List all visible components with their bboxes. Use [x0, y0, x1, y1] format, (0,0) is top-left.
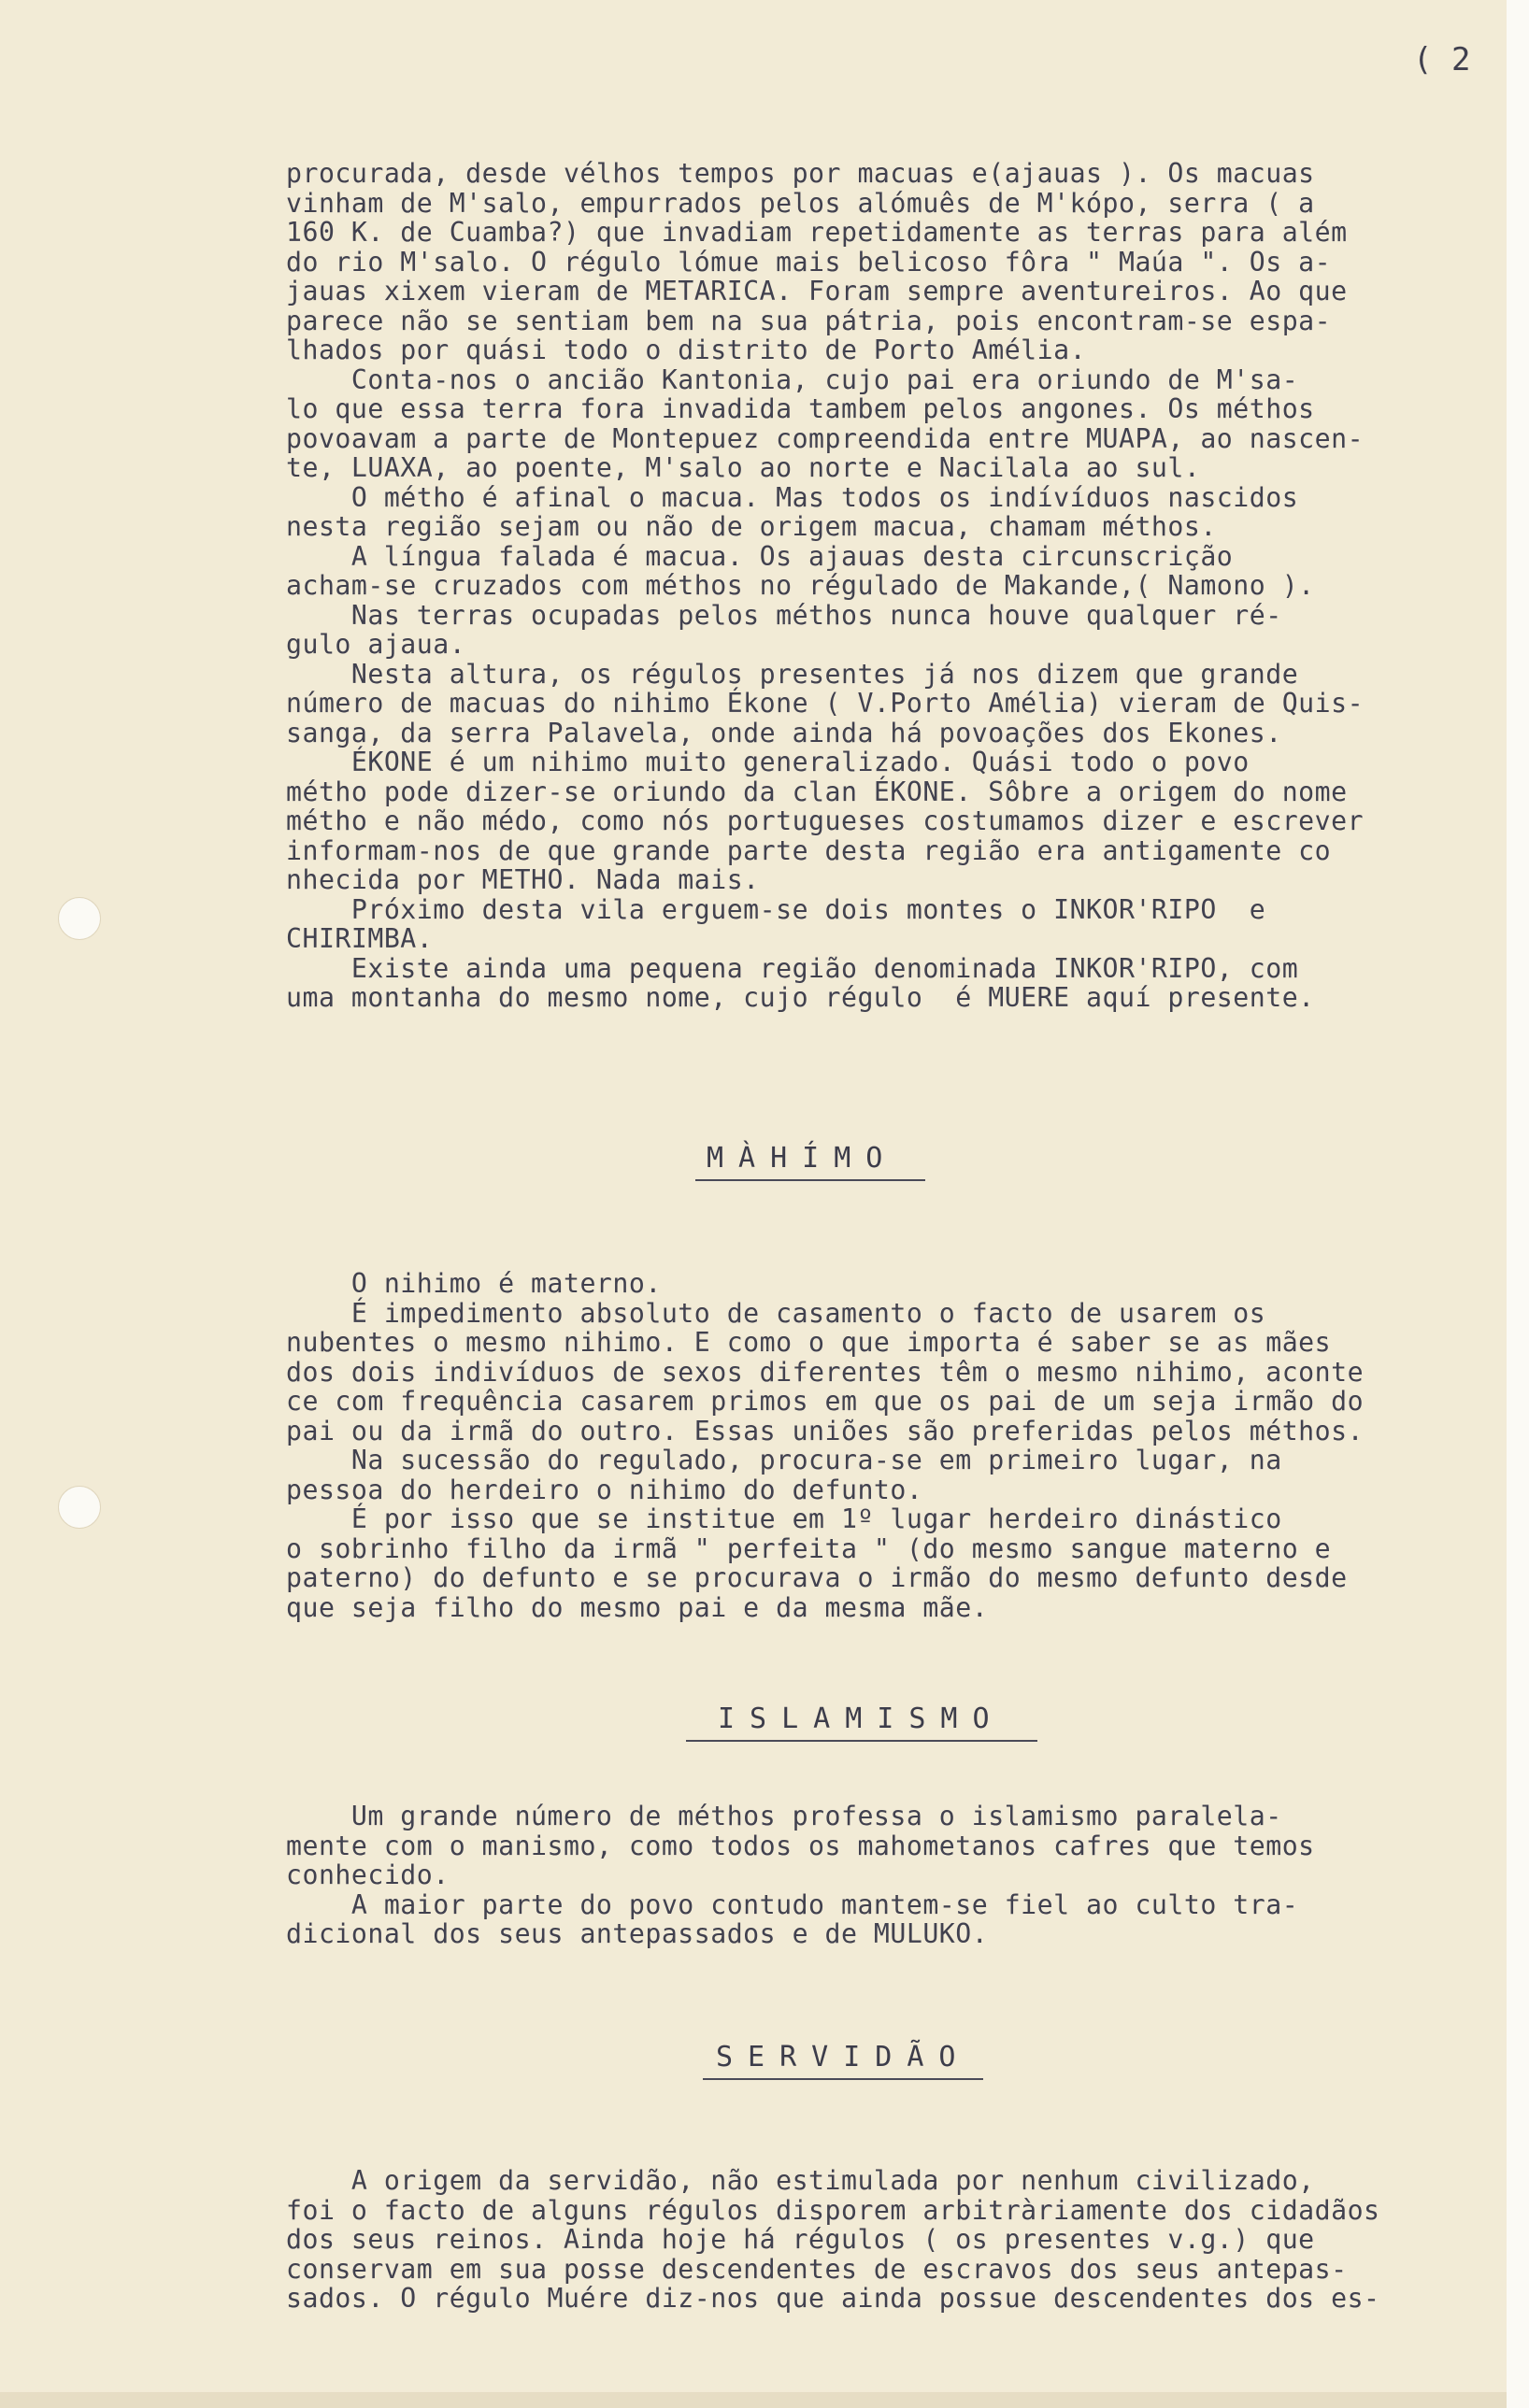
text-line: métho e não médo, como nós portugueses costumamos dizer e escrever: [286, 805, 1365, 836]
text-line: sados. O régulo Muére diz-nos que ainda possue descendentes dos es-: [286, 2283, 1380, 2314]
text-line: jauas xixem vieram de METARICA. Foram sempre aventureiros. Ao que: [286, 276, 1348, 306]
text-line: vinham de M'salo, empurrados pelos alómuês de M'kópo, serra ( a: [286, 187, 1315, 219]
text-line: A origem da servidão, não estimulada por nenhum civilizado,: [286, 2165, 1315, 2196]
heading-nihimo-underline: [695, 1179, 925, 1181]
heading-islamismo-underline: [686, 1740, 1037, 1742]
text-line: Conta-nos o ancião Kantonia, cujo pai era oriundo de M'sa-: [286, 363, 1299, 395]
text-line: gulo ajaua.: [286, 629, 466, 660]
text-line: nesta região sejam ou não de origem macua, chamam méthos.: [286, 511, 1217, 542]
text-line: pessoa do herdeiro o nihimo do defunto.: [286, 1474, 923, 1505]
text-line: que seja filho do mesmo pai e da mesma mãe.: [286, 1591, 989, 1623]
text-line: É por isso que se institue em 1º lugar herdeiro dinástico: [286, 1503, 1282, 1534]
punch-hole-top: [58, 897, 101, 940]
section-servidao: [286, 2166, 1501, 2314]
text-line: conservam em sua posse descendentes de escravos dos seus antepas-: [286, 2253, 1348, 2285]
text-line: CHIRIMBA.: [286, 923, 434, 954]
heading-servidao-underline: [703, 2078, 983, 2080]
text-line: nubentes o mesmo nihimo. E como o que importa é saber se as mães: [286, 1327, 1332, 1358]
text-line: mente com o manismo, como todos os mahometanos cafres que temos: [286, 1830, 1315, 1861]
text-line: do rio M'salo. O régulo lómue mais belicoso fôra " Maúa ". Os a-: [286, 246, 1332, 278]
text-line: É impedimento absoluto de casamento o facto de usarem os: [286, 1297, 1266, 1329]
text-line: Existe ainda uma pequena região denominada INKOR'RIPO, com: [286, 952, 1299, 984]
text-line: O nihimo é materno.: [286, 1268, 662, 1299]
text-line: conhecido.: [286, 1859, 450, 1890]
heading-islamismo: ISLAMISMO: [718, 1703, 1005, 1735]
text-line: pai ou da irmã do outro. Essas uniões são preferidas pelos méthos.: [286, 1415, 1365, 1446]
text-line: A língua falada é macua. Os ajauas desta circunscrição: [286, 540, 1234, 572]
section-nihimo: [286, 1269, 1501, 1622]
text-line: uma montanha do mesmo nome, cujo régulo é MUERE aquí presente.: [286, 982, 1315, 1013]
text-line: foi o facto de alguns régulos disporem arbitràriamente dos cidadãos: [286, 2194, 1380, 2226]
text-line: Um grande número de méthos professa o islamismo paralela-: [286, 1801, 1282, 1831]
text-line: métho pode dizer-se oriundo da clan ÉKONE. Sôbre a origem do nome: [286, 776, 1348, 807]
text-line: procurada, desde vélhos tempos por macuas e(ajauas ). Os macuas: [286, 158, 1315, 189]
text-line: Na sucessão do regulado, procura-se em primeiro lugar, na: [286, 1445, 1282, 1475]
section-origins: [286, 159, 1501, 1013]
text-line: dicional dos seus antepassados e de MULUKO.: [286, 1918, 989, 1949]
text-line: A maior parte do povo contudo mantem-se fiel ao culto tra-: [286, 1888, 1299, 1920]
text-line: o sobrinho filho da irmã " perfeita " (do mesmo sangue materno e: [286, 1532, 1332, 1564]
text-line: ce com frequência casarem primos em que os pai de um seja irmão do: [286, 1386, 1365, 1417]
text-line: Nas terras ocupadas pelos méthos nunca houve qualquer ré-: [286, 599, 1282, 631]
heading-servidao: SERVIDÃO: [716, 2041, 971, 2073]
text-line: dos dois indivíduos de sexos diferentes têm o mesmo nihimo, aconte: [286, 1356, 1365, 1388]
text-line: povoavam a parte de Montepuez compreendida entre MUAPA, ao nascen-: [286, 422, 1365, 454]
punch-hole-bottom: [58, 1486, 101, 1529]
page-edge: [1507, 0, 1529, 2408]
text-line: número de macuas do nihimo Ékone ( V.Porto Amélia) vieram de Quis-: [286, 688, 1365, 719]
text-line: paterno) do defunto e se procurava o irmão do mesmo defunto desde: [286, 1562, 1348, 1593]
section-islamismo: [286, 1802, 1501, 1949]
text-line: ÉKONE é um nihimo muito generalizado. Quási todo o povo: [286, 747, 1250, 777]
text-line: O métho é afinal o macua. Mas todos os indívíduos nascidos: [286, 481, 1299, 513]
text-line: informam-nos de que grande parte desta região era antigamente co: [286, 834, 1332, 866]
text-line: sanga, da serra Palavela, onde ainda há povoações dos Ekones.: [286, 717, 1282, 748]
text-line: Próximo desta vila erguem-se dois montes o INKOR'RIPO e: [286, 893, 1266, 925]
text-line: nhecida por METHO. Nada mais.: [286, 864, 760, 895]
text-line: acham-se cruzados com méthos no régulado de Makande,( Namono ).: [286, 570, 1315, 601]
text-line: parece não se sentiam bem na sua pátria, pois encontram-se espa-: [286, 305, 1332, 336]
heading-nihimo: MÀHÍMO: [707, 1142, 898, 1175]
text-line: 160 K. de Cuamba?) que invadiam repetidamente as terras para além: [286, 217, 1348, 248]
text-line: lhados por quási todo o distrito de Porto Amélia.: [286, 335, 1087, 365]
text-line: dos seus reinos. Ainda hoje há régulos ( os presentes v.g.) que: [286, 2224, 1315, 2255]
text-line: Nesta altura, os régulos presentes já nos dizem que grande: [286, 658, 1299, 690]
text-line: lo que essa terra fora invadida tambem pelos angones. Os méthos: [286, 393, 1315, 424]
text-line: te, LUAXA, ao poente, M'salo ao norte e Nacilala ao sul.: [286, 452, 1201, 483]
page-number: ( 2: [1413, 41, 1471, 78]
